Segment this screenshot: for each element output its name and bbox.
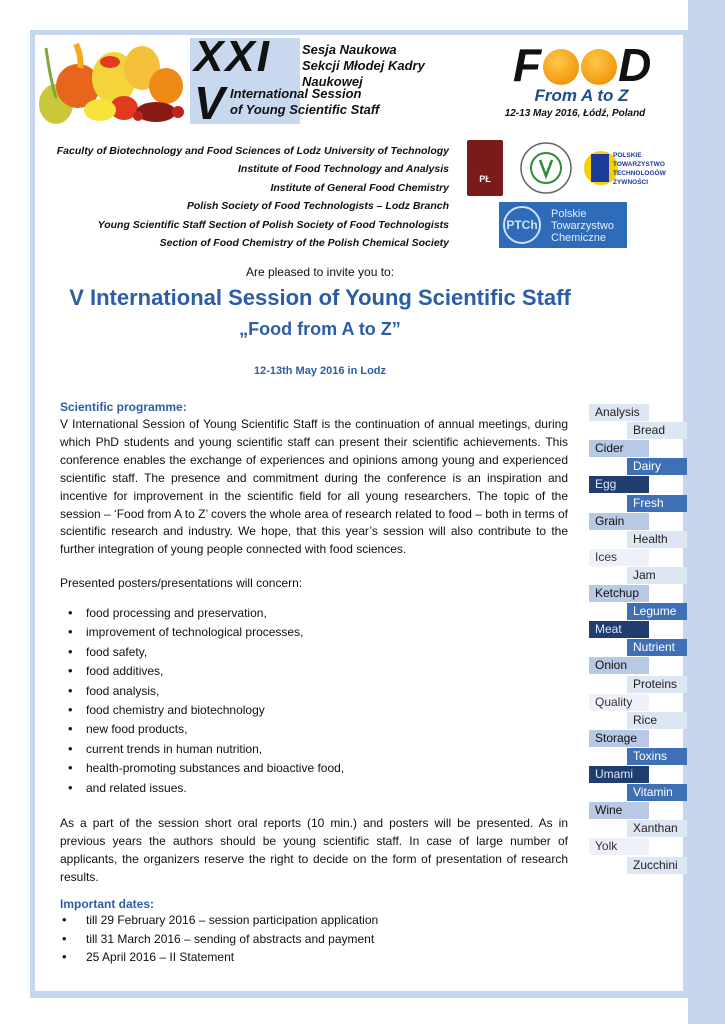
organizer-line: Polish Society of Food Technologists – Lodz Branch bbox=[186, 200, 449, 213]
lodz-university-logo: PŁ bbox=[467, 140, 503, 196]
word-tile: Bread bbox=[627, 422, 687, 439]
word-tile: Health bbox=[627, 531, 687, 548]
page-title: V International Session of Young Scientific Staff bbox=[69, 285, 571, 310]
word-tile: Quality bbox=[589, 694, 649, 711]
word-tile: Jam bbox=[627, 567, 687, 584]
word-tile: Zucchini bbox=[627, 857, 687, 874]
list-item: • current trends in human nutrition, bbox=[68, 742, 344, 761]
organizer-line: Section of Food Chemistry of the Polish Chemical Society bbox=[159, 237, 449, 250]
organizer-line: Institute of Food Technology and Analysis bbox=[238, 163, 449, 176]
organizer-line: Faculty of Biotechnology and Food Sciences of Lodz University of Technology bbox=[56, 145, 449, 157]
svg-text:TOWARZYSTWO: TOWARZYSTWO bbox=[613, 161, 665, 168]
list-item: • food analysis, bbox=[68, 684, 344, 703]
word-tile: Vitamin bbox=[627, 784, 687, 801]
institute-circle-logo bbox=[516, 140, 576, 196]
invite-line: Are pleased to invite you to: bbox=[245, 265, 395, 279]
concern-line: Presented posters/presentations will concern: bbox=[60, 576, 303, 590]
svg-text:ŻYWNOŚCI: ŻYWNOŚCI bbox=[613, 179, 649, 186]
topics-list bbox=[68, 606, 344, 800]
organizer-line: Institute of General Food Chemistry bbox=[270, 181, 449, 194]
ptz-society-logo bbox=[583, 140, 675, 196]
food-logo: F D bbox=[513, 39, 653, 91]
banner-v: V bbox=[194, 77, 225, 129]
organizer-line: Young Scientific Staff Section of Polish Society of Food Technologists bbox=[97, 218, 449, 231]
list-item: • till 29 February 2016 – session participation application bbox=[60, 913, 378, 932]
banner-xxi: XXI bbox=[194, 32, 271, 81]
international-session-name: International Session of Young Scientific Staff bbox=[230, 86, 380, 117]
word-tile: Fresh bbox=[627, 495, 687, 512]
word-tile: Toxins bbox=[627, 748, 687, 765]
list-item: • till 31 March 2016 – sending of abstracts and payment bbox=[60, 932, 378, 951]
page-subtitle: „Food from A to Z” bbox=[239, 319, 401, 339]
list-item: • food chemistry and biotechnology bbox=[68, 703, 344, 722]
vegetables-illustration bbox=[38, 38, 188, 124]
word-tile: Wine bbox=[589, 802, 649, 819]
programme-heading: Scientific programme: bbox=[60, 400, 187, 414]
list-item: • food processing and preservation, bbox=[68, 606, 344, 625]
ptch-emblem-icon: PTCh bbox=[503, 206, 541, 244]
event-date: 12-13th May 2016 in Lodz bbox=[253, 365, 387, 377]
polish-session-name: Sesja Naukowa Sekcji Młodej Kadry Naukowej bbox=[302, 42, 425, 89]
polish-chemical-society-logo: PTCh Polskie Towarzystwo Chemiczne bbox=[499, 202, 627, 248]
list-item: • food additives, bbox=[68, 664, 344, 683]
word-tile: Egg bbox=[589, 476, 649, 493]
word-tile: Storage bbox=[589, 730, 649, 747]
programme-text: V International Session of Young Scientific Staff is the continuation of annual meetings, during which PhD students and young scientific staff can present their scientific achievements. This conference enables the exchange of experiences and opinions among young and experienced scientific staff. The presence and commitment during the conference is an inspiration and incentive for improvement in the scientific field for all young researchers. The topic of the session – ‘Food from A to Z’ covers the whole area of research related to food – both in terms of scientific research and industry. We hope, that this year’s session will also contribute to the further integration of young people connected with food sciences. bbox=[60, 417, 568, 557]
organizers-list bbox=[55, 142, 449, 252]
word-tile: Xanthan bbox=[627, 820, 687, 837]
list-item: • new food products, bbox=[68, 722, 344, 741]
word-tile: Legume bbox=[627, 603, 687, 620]
list-item: • 25 April 2016 – II Statement bbox=[60, 950, 378, 969]
word-tile: Rice bbox=[627, 712, 687, 729]
bottom-border-strip bbox=[30, 992, 688, 998]
word-tile: Cider bbox=[589, 440, 649, 457]
word-tile: Nutrient bbox=[627, 639, 687, 656]
list-item: • health-promoting substances and bioactive food, bbox=[68, 761, 344, 780]
orange-o-icon bbox=[543, 49, 579, 85]
word-tile: Ices bbox=[589, 549, 649, 566]
word-tile: Analysis bbox=[589, 404, 649, 421]
word-tile: Proteins bbox=[627, 676, 687, 693]
svg-text:POLSKIE: POLSKIE bbox=[613, 152, 642, 159]
participation-text: As a part of the session short oral reports (10 min.) and posters will be presented. As in previous years the authors should be young scientific staff. In case of large number of applicants, the organizers reserve the right to decide on the form of presentation of research results. bbox=[60, 816, 568, 884]
svg-text:TECHNOLOGÓW: TECHNOLOGÓW bbox=[613, 170, 666, 177]
right-border-strip bbox=[688, 0, 725, 1024]
list-item: • food safety, bbox=[68, 645, 344, 664]
important-dates-list bbox=[60, 913, 378, 969]
list-item: • and related issues. bbox=[68, 781, 344, 800]
word-tile: Onion bbox=[589, 657, 649, 674]
word-tile: Meat bbox=[589, 621, 649, 638]
orange-o-icon bbox=[581, 49, 617, 85]
word-tile: Ketchup bbox=[589, 585, 649, 602]
food-logo-date: 12-13 May 2016, Łódź, Poland bbox=[504, 108, 646, 119]
list-item: • improvement of technological processes, bbox=[68, 625, 344, 644]
word-tile: Umami bbox=[589, 766, 649, 783]
word-tile: Grain bbox=[589, 513, 649, 530]
word-tile: Yolk bbox=[589, 838, 649, 855]
food-logo-subtitle: From A to Z bbox=[534, 86, 629, 105]
word-tile: Dairy bbox=[627, 458, 687, 475]
important-dates-heading: Important dates: bbox=[60, 897, 155, 911]
